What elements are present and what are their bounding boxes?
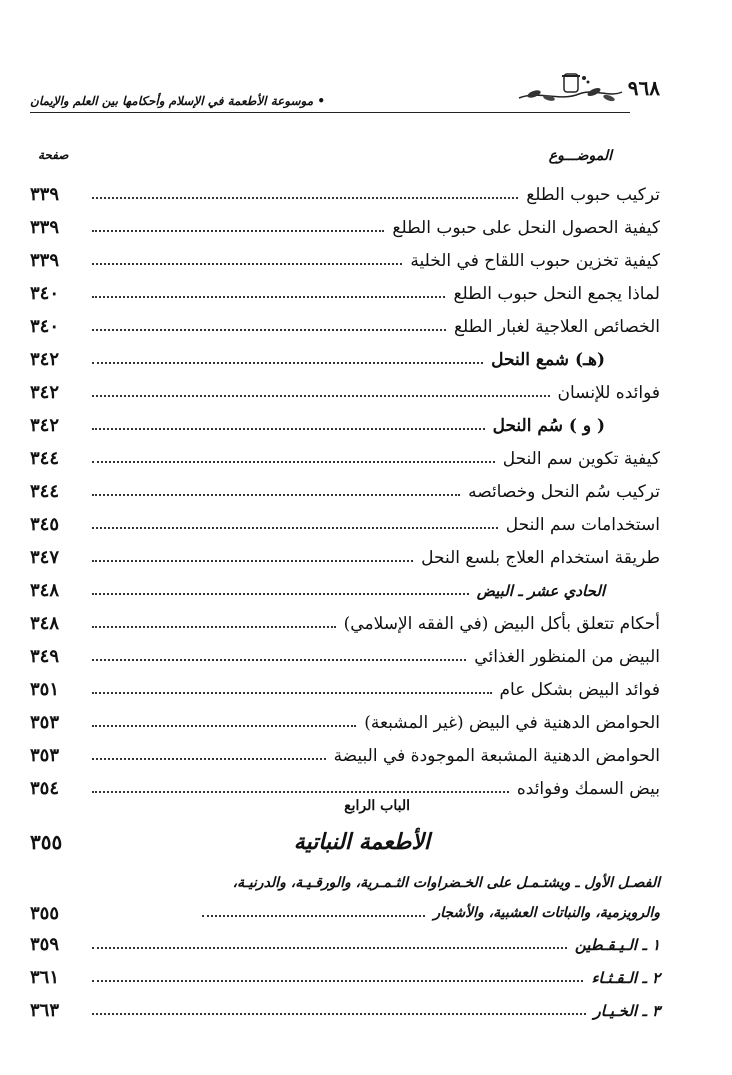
toc-row	[30, 706, 660, 739]
toc-page-number: ٣٤٢	[30, 349, 60, 370]
toc-row	[30, 541, 660, 574]
plants-list	[30, 928, 660, 1027]
dot-leader	[92, 947, 567, 949]
toc-page-number: ٣٦٣	[30, 1000, 60, 1021]
toc-row	[30, 475, 660, 508]
toc-title: الحوامض الدهنية المشبعة الموجودة في البيضة	[333, 745, 660, 766]
dot-leader	[92, 230, 384, 232]
toc-row	[30, 673, 660, 706]
toc-page-number: ٣٥٤	[30, 778, 60, 799]
dot-leader	[92, 791, 509, 793]
toc-title: الحادي عشر ـ البيض	[476, 581, 605, 600]
toc-title: كيفية تخزين حبوب اللقاح في الخلية	[410, 250, 660, 271]
toc-page-number: ٣٣٩	[30, 217, 60, 238]
toc-row	[30, 739, 660, 772]
page-number: ٩٦٨	[627, 76, 660, 100]
page-number-block	[514, 68, 660, 108]
toc-page-number: ٣٥٩	[30, 934, 60, 955]
toc-page-number: ٣٥٣	[30, 745, 60, 766]
toc-row	[30, 343, 660, 376]
toc-title: تركيب سُم النحل وخصائصه	[468, 481, 660, 502]
page-header	[30, 78, 660, 108]
toc-title: (هـ) شمع النحل	[491, 349, 605, 370]
toc-row	[30, 178, 660, 211]
toc-title: ٣ ـ الخـيـار	[593, 1001, 660, 1020]
dot-leader	[92, 494, 460, 496]
toc-row	[30, 574, 660, 607]
toc-page-number: ٣٣٩	[30, 184, 60, 205]
toc-title: ١ ـ الـيـقـطين	[574, 935, 660, 954]
dot-leader	[92, 725, 356, 727]
toc-title: فوائد البيض بشكل عام	[499, 679, 660, 700]
series-title: • موسوعة الأطعمة في الإسلام وأحكامها بين العلم والإيمان	[30, 94, 326, 108]
toc-title: لماذا يجمع النحل حبوب الطلع	[453, 283, 660, 304]
toc-row	[30, 244, 660, 277]
toc-row	[30, 442, 660, 475]
toc-title: الحوامض الدهنية في البيض (غير المشبعة)	[364, 712, 660, 733]
toc-title: الخصائص العلاجية لغبار الطلع	[454, 316, 660, 337]
toc-title: طريقة استخدام العلاج بلسع النحل	[421, 547, 660, 568]
toc-row	[30, 409, 660, 442]
toc-page-number: ٣٤٨	[30, 580, 60, 601]
toc-row	[30, 277, 660, 310]
column-heading-page: صفحة	[38, 148, 69, 162]
chapter-title-line2	[30, 898, 660, 928]
dot-leader	[92, 692, 492, 694]
toc-row	[30, 508, 660, 541]
toc-page-number: ٣٤٥	[30, 514, 60, 535]
toc-page-number: ٣٤٤	[30, 448, 60, 469]
toc-title: استخدامات سم النحل	[505, 514, 660, 535]
toc-row	[30, 607, 660, 640]
chapter-heading	[30, 868, 660, 928]
part-title: الأطعمة النباتية	[293, 829, 430, 855]
toc-title: ٢ ـ الـقـثـاء	[591, 968, 660, 987]
dot-leader	[92, 1013, 586, 1015]
dot-leader	[92, 428, 485, 430]
toc-row	[30, 376, 660, 409]
toc-title: أحكام تتعلق بأكل البيض (في الفقه الإسلامي)	[343, 613, 660, 634]
header-rule	[30, 112, 630, 113]
part-heading	[30, 822, 660, 862]
toc-page-number: ٣٤٢	[30, 415, 60, 436]
dot-leader	[92, 197, 518, 199]
toc-page-number: ٣٤٠	[30, 316, 60, 337]
toc-page-number: ٣٦١	[30, 967, 60, 988]
toc-title: البيض من المنظور الغذائي	[474, 646, 660, 667]
dot-leader	[202, 915, 425, 917]
toc-row	[30, 928, 660, 961]
toc-row	[30, 994, 660, 1027]
toc-page-number: ٣٤٩	[30, 646, 60, 667]
toc-list	[30, 178, 660, 805]
dot-leader	[92, 296, 445, 298]
dot-leader	[92, 395, 550, 397]
toc-row	[30, 961, 660, 994]
toc-page-number: ٣٤٢	[30, 382, 60, 403]
part-label: الباب الرابع	[344, 798, 410, 814]
chapter-title-line1: الفصـل الأول ـ ويشتـمـل على الخـضراوات الثـمـرية، والورقـيـة، والدرنيـة،	[232, 875, 660, 891]
toc-title: فوائده للإنسان	[557, 382, 660, 403]
chapter-page: ٣٥٥	[30, 902, 60, 924]
column-heading-topic: الموضـــوع	[548, 148, 612, 164]
part-page: ٣٥٥	[30, 830, 63, 854]
toc-page-number: ٣٥٣	[30, 712, 60, 733]
toc-page-number: ٣٤٧	[30, 547, 60, 568]
toc-title: تركيب حبوب الطلع	[526, 184, 660, 205]
toc-row	[30, 310, 660, 343]
dot-leader	[92, 626, 336, 628]
toc-page-number: ٣٤٨	[30, 613, 60, 634]
toc-title: كيفية الحصول النحل على حبوب الطلع	[392, 217, 660, 238]
floral-ornament-icon	[514, 68, 624, 108]
toc-page-number: ٣٤٤	[30, 481, 60, 502]
dot-leader	[92, 329, 446, 331]
chapter-subtitle: والرويزمية، والنباتات العشبية، والأشجار	[433, 905, 660, 921]
dot-leader	[92, 758, 326, 760]
dot-leader	[92, 362, 483, 364]
toc-title: بيض السمك وفوائده	[516, 778, 660, 799]
toc-row	[30, 211, 660, 244]
dot-leader	[92, 560, 413, 562]
dot-leader	[92, 527, 498, 529]
dot-leader	[92, 659, 466, 661]
toc-title: كيفية تكوين سم النحل	[502, 448, 660, 469]
toc-row	[30, 640, 660, 673]
dot-leader	[92, 263, 402, 265]
dot-leader	[92, 461, 495, 463]
toc-page-number: ٣٤٠	[30, 283, 60, 304]
dot-leader	[92, 593, 469, 595]
dot-leader	[92, 980, 583, 982]
toc-page-number: ٣٥١	[30, 679, 60, 700]
toc-page-number: ٣٣٩	[30, 250, 60, 271]
toc-title: ( و ) سُم النحل	[492, 415, 605, 436]
